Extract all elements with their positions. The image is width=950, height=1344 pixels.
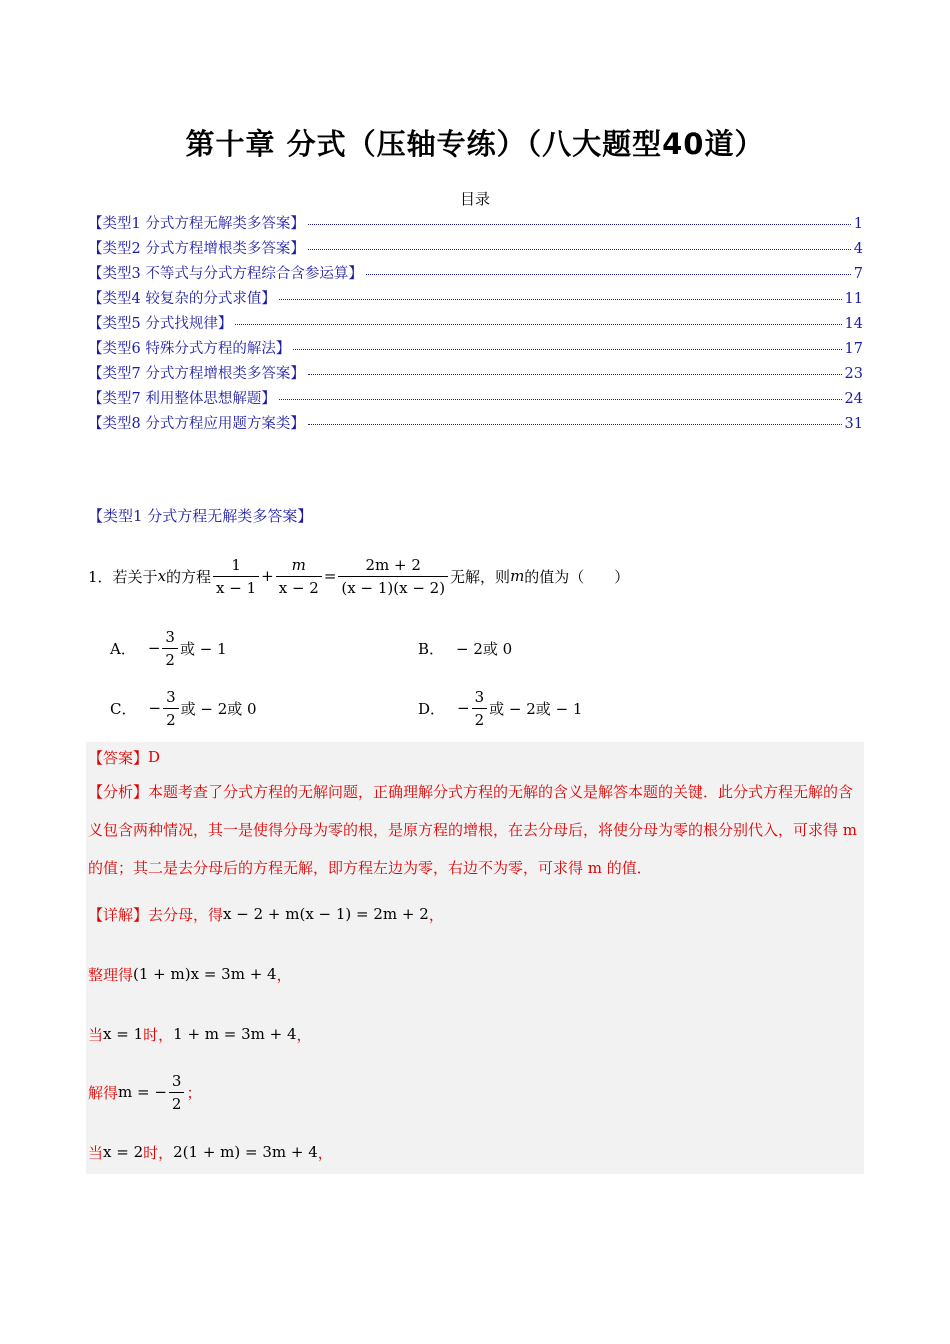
option-b[interactable]	[418, 622, 512, 674]
operator: +	[261, 567, 274, 585]
page-title: 第十章 分式（压轴专练）（八大题型40道）	[185, 127, 765, 161]
step-text: 解得	[88, 1083, 119, 1102]
fraction-numerator: 3	[474, 687, 485, 706]
toc-leader	[235, 324, 841, 325]
question-text: 的值为（ ）	[524, 567, 630, 586]
option-c[interactable]	[110, 682, 257, 734]
toc-item-label: 【类型4 较复杂的分式求值】	[88, 291, 276, 307]
detail-step-5	[88, 1140, 333, 1164]
toc-item[interactable]	[88, 212, 863, 237]
fraction-denominator: 2	[169, 1092, 185, 1115]
detail-tag: 【详解】	[88, 905, 149, 924]
option-sign: −	[457, 699, 470, 717]
question-text: 无解，则	[450, 567, 511, 586]
fraction	[338, 554, 448, 599]
step-text: 当	[88, 1143, 104, 1162]
toc-item-page: 23	[844, 366, 863, 382]
answer-tag: 【答案】	[88, 748, 149, 767]
toc-item-label: 【类型2 分式方程增根类多答案】	[88, 241, 305, 257]
toc-item[interactable]	[88, 237, 863, 262]
fraction-denominator: 2	[163, 708, 179, 731]
step-text: 当	[88, 1025, 104, 1044]
fraction	[169, 1070, 185, 1115]
question-number: 1．	[88, 567, 113, 586]
answer-line	[88, 746, 160, 768]
fraction	[162, 626, 178, 671]
step-math: (1 + m)x = 3m + 4	[133, 965, 277, 983]
option-a[interactable]	[110, 622, 227, 674]
step-end: ，	[428, 905, 444, 924]
analysis-paragraph	[88, 773, 864, 887]
toc-item-label: 【类型5 分式找规律】	[88, 316, 233, 332]
step-text: 时，	[143, 1025, 174, 1044]
toc-leader	[366, 274, 851, 275]
detail-step-3	[88, 1022, 312, 1046]
variable-m: m	[510, 567, 525, 585]
toc-heading: 目录	[459, 190, 490, 208]
toc-leader	[293, 349, 841, 350]
fraction	[163, 686, 179, 731]
toc-leader	[308, 224, 851, 225]
section-heading: 【类型1 分式方程无解类多答案】	[88, 507, 313, 525]
toc-leader	[279, 299, 842, 300]
fraction	[276, 554, 322, 599]
fraction-denominator: x − 1	[213, 576, 259, 599]
table-of-contents	[88, 212, 863, 437]
step-condition: x = 2	[103, 1143, 144, 1161]
option-text: 或 − 1	[179, 639, 227, 658]
toc-leader	[279, 399, 842, 400]
toc-leader	[308, 424, 842, 425]
step-end: ，	[276, 965, 292, 984]
step-math: 1 + m = 3m + 4	[173, 1025, 297, 1043]
detail-step-1	[88, 902, 444, 926]
step-end: ，	[317, 1143, 333, 1162]
fraction-numerator: m	[291, 555, 306, 574]
analysis-tag: 【分析】	[88, 783, 149, 801]
fraction-denominator: 2	[472, 708, 488, 731]
toc-item[interactable]	[88, 287, 863, 312]
question-text: 的方程	[166, 567, 212, 586]
toc-item-label: 【类型1 分式方程无解类多答案】	[88, 216, 305, 232]
fraction-denominator: 2	[162, 648, 178, 671]
toc-item-label: 【类型7 利用整体思想解题】	[88, 391, 276, 407]
analysis-text: 本题考查了分式方程的无解问题，正确理解分式方程的无解的含义是解答本题的关键．此分式方程无解的含义包含两种情况，其一是使得分母为零的根，是原方程的增根，在去分母后，将使分母为零的根分别代入，可求得 m 的值；其二是去分母后的方程无解，即方程左边为零，右边不为零，可求得 m 的值．	[88, 783, 857, 877]
option-key: A．	[110, 639, 136, 658]
variable-x: x	[157, 567, 167, 585]
step-math: m = −	[118, 1083, 167, 1101]
operator: =	[323, 567, 337, 585]
toc-item[interactable]	[88, 362, 863, 387]
option-key: D．	[418, 699, 446, 718]
fraction-denominator: x − 2	[276, 576, 322, 599]
answer-value: D	[148, 748, 161, 766]
toc-item-page: 7	[853, 266, 863, 282]
option-sign: −	[147, 639, 161, 657]
fraction-denominator: (x − 1)(x − 2)	[338, 576, 448, 599]
toc-item-page: 17	[844, 341, 863, 357]
toc-item-page: 14	[844, 316, 863, 332]
fraction	[213, 554, 259, 599]
fraction-numerator: 2m + 2	[365, 555, 421, 574]
step-condition: x = 1	[103, 1025, 144, 1043]
toc-item[interactable]	[88, 337, 863, 362]
question-stem	[88, 550, 629, 602]
fraction	[472, 686, 488, 731]
toc-item-label: 【类型3 不等式与分式方程综合含参运算】	[88, 266, 363, 282]
toc-item[interactable]	[88, 412, 863, 437]
fraction-numerator: 3	[166, 687, 176, 706]
step-math: 2(1 + m) = 3m + 4	[173, 1143, 318, 1161]
toc-item[interactable]	[88, 312, 863, 337]
toc-leader	[308, 374, 842, 375]
detail-step-4	[88, 1068, 201, 1116]
step-end: ，	[296, 1025, 312, 1044]
option-text: 或 − 2或 0	[180, 699, 257, 718]
toc-leader	[308, 249, 851, 250]
toc-item-page: 31	[844, 416, 863, 432]
toc-item-label: 【类型6 特殊分式方程的解法】	[88, 341, 291, 357]
toc-item[interactable]	[88, 387, 863, 412]
option-key: B．	[418, 639, 445, 658]
step-text: 时，	[143, 1143, 174, 1162]
step-text: 去分母，得	[148, 905, 224, 924]
fraction-numerator: 3	[171, 1071, 182, 1090]
toc-item-label: 【类型8 分式方程应用题方案类】	[88, 416, 305, 432]
toc-item-page: 24	[844, 391, 863, 407]
question-text: 若关于	[112, 567, 158, 586]
option-sign: −	[148, 699, 162, 717]
toc-item-page: 1	[853, 216, 863, 232]
toc-item-page: 11	[844, 291, 863, 307]
fraction-numerator: 3	[165, 627, 175, 646]
toc-item-page: 4	[853, 241, 863, 257]
step-end: ；	[186, 1083, 202, 1102]
step-text: 整理得	[88, 965, 134, 984]
option-key: C．	[110, 699, 137, 718]
fraction-numerator: 1	[231, 555, 241, 574]
option-text: 或 − 2或 − 1	[489, 699, 583, 718]
toc-item[interactable]	[88, 262, 863, 287]
step-math: x − 2 + m(x − 1) = 2m + 2	[223, 905, 429, 923]
toc-item-label: 【类型7 分式方程增根类多答案】	[88, 366, 305, 382]
detail-step-2	[88, 962, 292, 986]
option-text: − 2或 0	[456, 639, 513, 658]
option-d[interactable]	[418, 682, 582, 734]
